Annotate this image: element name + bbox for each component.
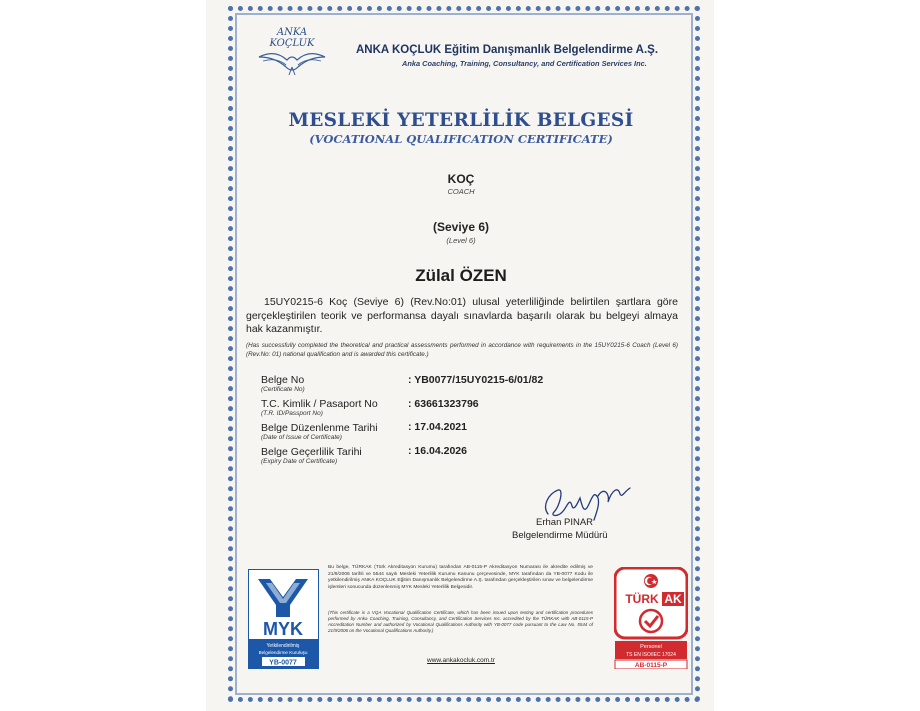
field-label-en: (Certificate No) [261, 386, 305, 393]
turkak-line1: Personel [640, 644, 662, 650]
turkak-seal [614, 567, 688, 669]
company-name-en: Anka Coaching, Training, Consultancy, and Certification Services Inc. [402, 59, 647, 68]
certificate-sheet [206, 0, 714, 711]
field-label: Belge Geçerlilik Tarihi [261, 446, 362, 458]
myk-code: YB-0077 [269, 659, 297, 667]
myk-line2: Belgelendirme Kuruluşu [258, 650, 308, 655]
qualification-level-en: (Level 6) [446, 236, 476, 245]
signatory-role: Belgelendirme Müdürü [512, 530, 608, 541]
company-name: ANKA KOÇLUK Eğitim Danışmanlık Belgelendirme A.Ş. [356, 44, 659, 56]
myk-line1: Yetkilendirilmiş [266, 643, 300, 649]
field-label: Belge No [261, 374, 305, 386]
field-label-en: (T.R. ID/Passport No) [261, 410, 323, 417]
turkak-brand-b: AK [664, 592, 682, 606]
field-label: T.C. Kimlik / Pasaport No [261, 398, 378, 410]
statement-tr: 15UY0215-6 Koç (Seviye 6) (Rev.No:01) ulusal yeterliliğinde belirtilen şartlara göre gerçekleştirilen teorik ve performansa dayalı sınavlarda başarılı olarak bu belgeyi almaya hak kazanmıştır. [246, 296, 678, 335]
certificate-title: MESLEKİ YETERLİLİK BELGESİ [288, 110, 634, 131]
signature-image [536, 476, 636, 522]
holder-name: Zülal ÖZEN [415, 266, 507, 285]
statement-en: (Has successfully completed the theoretical and practical assessments performed in accordance with requirements in the 15UY0215-6 Coach (Level 6) (Rev.No: 01) national qualification and is awarded this certificate.) [246, 342, 678, 358]
turkak-line2: TS EN ISO/IEC 17024 [626, 652, 676, 658]
field-label-en: (Date of Issue of Certificate) [261, 434, 342, 441]
legal-text-tr: Bu belge, TÜRKAK (Türk Akreditasyon Kurumu) tarafından AB-0115-P Akreditasyon Numarası ile akredite edilmiş ve 21/9/2006 tarihli ve 5544 sayılı Mesleki Yeterlilik Kurumu Kanunu çerçevesinde, MYK tarafından da YB-0077 Kodu ile yetkilendirilmiş ANKA KOÇLUK Eğitim Danışmanlık Belgelendirme A.Ş. tarafından gerçekleştirilen sınav ve belgelendirme işlemleri sonucunda düzenlenmiş MYK Mesleki Yeterlilik Belgesidir. [328, 565, 593, 590]
website-link[interactable]: www.ankakocluk.com.tr [427, 657, 495, 664]
myk-brand-text: MYK [263, 619, 303, 639]
turkak-code: AB-0115-P [634, 662, 668, 669]
certificate-number: : YB0077/15UY0215-6/01/82 [408, 374, 544, 386]
logo-text: ANKA KOÇLUK [269, 27, 315, 49]
qualification-name: KOÇ [447, 172, 475, 186]
certificate-subtitle: (VOCATIONAL QUALIFICATION CERTIFICATE) [309, 132, 613, 146]
turkak-brand-a: TÜRK [625, 592, 659, 606]
id-number: : 63661323796 [408, 398, 479, 410]
qualification-level: (Seviye 6) [432, 220, 490, 234]
myk-seal [248, 569, 319, 669]
issue-date: : 17.04.2021 [408, 421, 467, 433]
signatory-name: Erhan PINAR [536, 517, 594, 528]
qualification-name-en: COACH [447, 187, 475, 196]
legal-text-en: (This certificate is a VQA Vocational Qualification Certificate, which has been issued upon testing and certification procedures performed by Anka Coaching, Training, Consultancy, and Certification Services Inc. accredited by the TÜRKAK with AB-0115-P Accreditation Number and authorized by Vocational Qualifications Authority with YB-0077 code pursuant to the Law No. 5544 of 21/9/2006 on the Vocational Qualifications Authority.) [328, 610, 593, 633]
field-label-en: (Expiry Date of Certificate) [261, 458, 338, 465]
expiry-date: : 16.04.2026 [408, 445, 467, 457]
field-label: Belge Düzenlenme Tarihi [261, 422, 378, 434]
